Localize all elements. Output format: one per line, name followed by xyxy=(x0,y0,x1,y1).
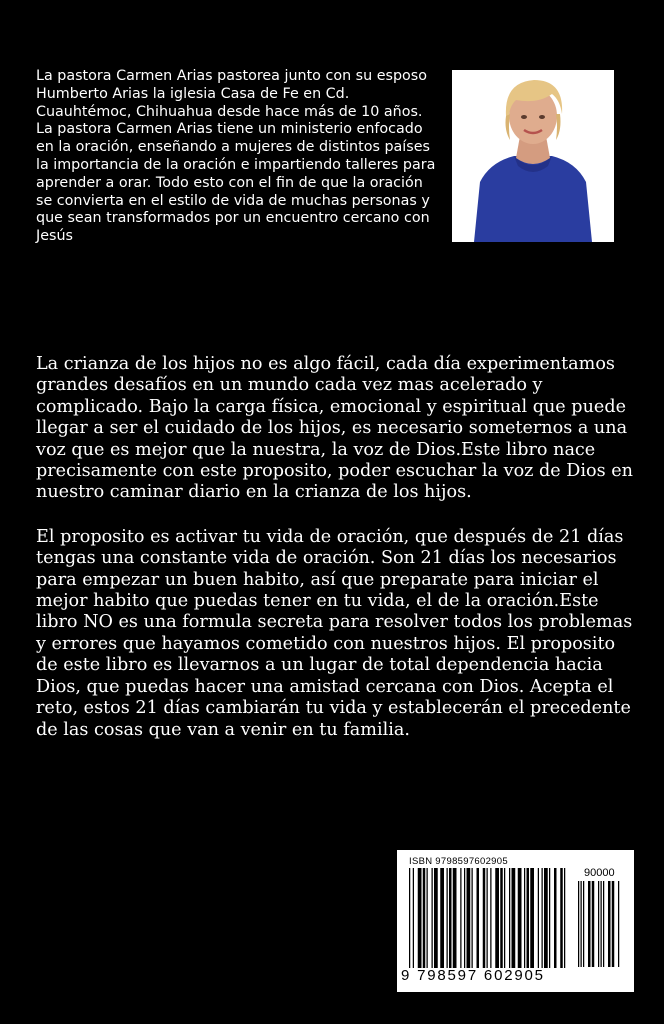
barcode-bar xyxy=(564,868,565,968)
barcode-bar xyxy=(530,868,534,968)
description-paragraph-2: El proposito es activar tu vida de oración, que después de 21 días tengas una constante vida de oración. Son 21 días los necesarios para empezar un buen habito, así que preparate para iniciar el mejor habito que puedas tener en tu vida, el de la oración.Este libro NO es una formula secreta para resolver todos los problemas y errores que hayamos cometido con nuestros hijos. El proposito de este libro es llevarnos a un lugar de total dependencia hacia Dios, que puedas hacer una amistad cercana con Dios. Acepta el reto, estos 21 días cambiarán tu vida y establecerán el precedente de las cosas que van a venir en tu familia. xyxy=(36,526,633,740)
book-description xyxy=(36,354,636,764)
barcode-bar xyxy=(409,868,410,968)
barcode-bar xyxy=(527,868,530,968)
barcode-bar xyxy=(578,881,579,967)
author-photo xyxy=(452,70,614,242)
barcode-bar xyxy=(504,868,505,968)
barcode-bar xyxy=(449,868,452,968)
barcode-bar xyxy=(560,868,563,968)
barcode-bar xyxy=(601,881,602,967)
barcode-bar xyxy=(549,868,550,968)
barcode-bar xyxy=(490,868,491,968)
barcode-bar xyxy=(460,868,461,968)
barcode-bar xyxy=(538,868,539,968)
barcode-bar xyxy=(592,881,595,967)
barcode-bar xyxy=(434,868,438,968)
barcode-bar xyxy=(472,868,473,968)
barcode-bar xyxy=(603,881,604,967)
barcode-bar xyxy=(544,868,548,968)
barcode-bar xyxy=(495,868,499,968)
barcode-bar xyxy=(512,868,516,968)
barcode-addon-code: 90000 xyxy=(584,867,615,879)
barcode-bar xyxy=(423,868,426,968)
author-portrait-image xyxy=(452,70,614,242)
barcode-bar xyxy=(583,881,584,967)
barcode-bar xyxy=(483,868,486,968)
barcode-bar xyxy=(464,868,465,968)
barcode-bar xyxy=(427,868,428,968)
barcode-bar xyxy=(413,868,414,968)
barcode-bar xyxy=(554,868,557,968)
barcode-bar xyxy=(467,868,471,968)
isbn-label: ISBN 9798597602905 xyxy=(409,856,508,867)
barcode-bar xyxy=(588,881,591,967)
barcode-bar xyxy=(500,868,503,968)
barcode-bar xyxy=(608,881,611,967)
barcode-bar xyxy=(598,881,599,967)
barcode-bar xyxy=(542,868,543,968)
barcode-bar xyxy=(509,868,510,968)
barcode-bars xyxy=(409,868,569,968)
barcode-bar xyxy=(477,868,480,968)
barcode-digits: 9 798597 602905 xyxy=(401,967,545,984)
barcode-bar xyxy=(581,881,582,967)
barcode-bar xyxy=(440,868,444,968)
barcode-bar xyxy=(612,881,615,967)
barcode-bar xyxy=(518,868,522,968)
author-bio: La pastora Carmen Arias pastorea junto con su esposo Humberto Arias la iglesia Casa de Fe en Cd. Cuauhtémoc, Chihuahua desde hace más de 10 años. La pastora Carmen Arias tiene un ministerio enfocado en la oración, enseñando a mujeres de distintos países la importancia de la oración e impartiendo talleres para aprender a orar. Todo esto con el fin de que la oración se convierta en el estilo de vida de muchas personas y que sean transformados por un encuentro cercano con Jesús xyxy=(36,68,436,245)
barcode-addon-bars xyxy=(578,881,622,967)
barcode-bar xyxy=(487,868,488,968)
barcode-bar xyxy=(447,868,448,968)
barcode-bar xyxy=(453,868,457,968)
isbn-barcode xyxy=(397,850,634,992)
barcode-bar xyxy=(418,868,422,968)
barcode-bar xyxy=(432,868,433,968)
barcode-bar xyxy=(618,881,619,967)
barcode-bar xyxy=(524,868,525,968)
description-paragraph-1: La crianza de los hijos no es algo fácil, cada día experimentamos grandes desafíos en un mundo cada vez mas acelerado y complicado. Bajo la carga física, emocional y espiritual que puede llegar a ser el cuidado de los hijos, es necesario someternos a una voz que es mejor que la nuestra, la voz de Dios.Este libro nace precisamente con este proposito, poder escuchar la voz de Dios en nuestro caminar diario en la crianza de los hijos. xyxy=(36,354,633,503)
